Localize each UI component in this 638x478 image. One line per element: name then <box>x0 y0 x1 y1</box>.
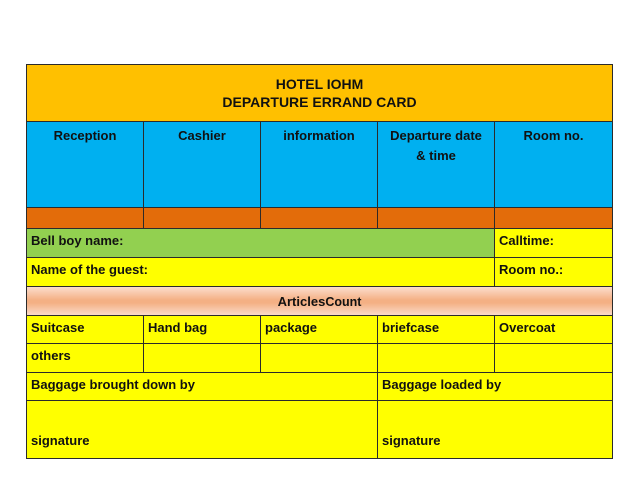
column-header-reception: Reception <box>27 122 144 208</box>
hotel-name: HOTEL IOHM <box>275 76 364 92</box>
card-title: DEPARTURE ERRAND CARD <box>222 94 417 110</box>
article-briefcase[interactable]: briefcase <box>378 316 495 344</box>
count-label: Count <box>325 294 362 309</box>
others-count-cell[interactable] <box>495 344 613 373</box>
stamp-cell-reception[interactable] <box>27 208 144 229</box>
call-time-field[interactable]: Calltime: <box>495 229 613 258</box>
article-suitcase[interactable]: Suitcase <box>27 316 144 344</box>
articles-label: Articles <box>277 293 326 309</box>
column-header-information: information <box>261 122 378 208</box>
guest-name-field[interactable]: Name of the guest: <box>27 258 495 287</box>
others-count-cell[interactable] <box>144 344 261 373</box>
article-hand-bag[interactable]: Hand bag <box>144 316 261 344</box>
stamp-cell-room[interactable] <box>495 208 613 229</box>
articles-count-band <box>27 287 613 316</box>
card-title-block <box>27 65 613 122</box>
baggage-loaded-by-field[interactable]: Baggage loaded by <box>378 373 613 401</box>
article-others[interactable]: others <box>27 344 144 373</box>
article-package[interactable]: package <box>261 316 378 344</box>
column-header-room-no: Room no. <box>495 122 613 208</box>
column-header-cashier: Cashier <box>144 122 261 208</box>
stamp-cell-information[interactable] <box>261 208 378 229</box>
column-header-departure-date-time: Departure date & time <box>378 122 495 208</box>
baggage-brought-down-by-field[interactable]: Baggage brought down by <box>27 373 378 401</box>
room-no-field[interactable]: Room no.: <box>495 258 613 287</box>
signature-field-right[interactable]: signature <box>378 401 613 459</box>
others-count-cell[interactable] <box>261 344 378 373</box>
stamp-cell-departure[interactable] <box>378 208 495 229</box>
others-count-cell[interactable] <box>378 344 495 373</box>
stamp-cell-cashier[interactable] <box>144 208 261 229</box>
departure-errand-card <box>26 64 613 459</box>
article-overcoat[interactable]: Overcoat <box>495 316 613 344</box>
bell-boy-name-field[interactable]: Bell boy name: <box>27 229 495 258</box>
signature-field-left[interactable]: signature <box>27 401 378 459</box>
